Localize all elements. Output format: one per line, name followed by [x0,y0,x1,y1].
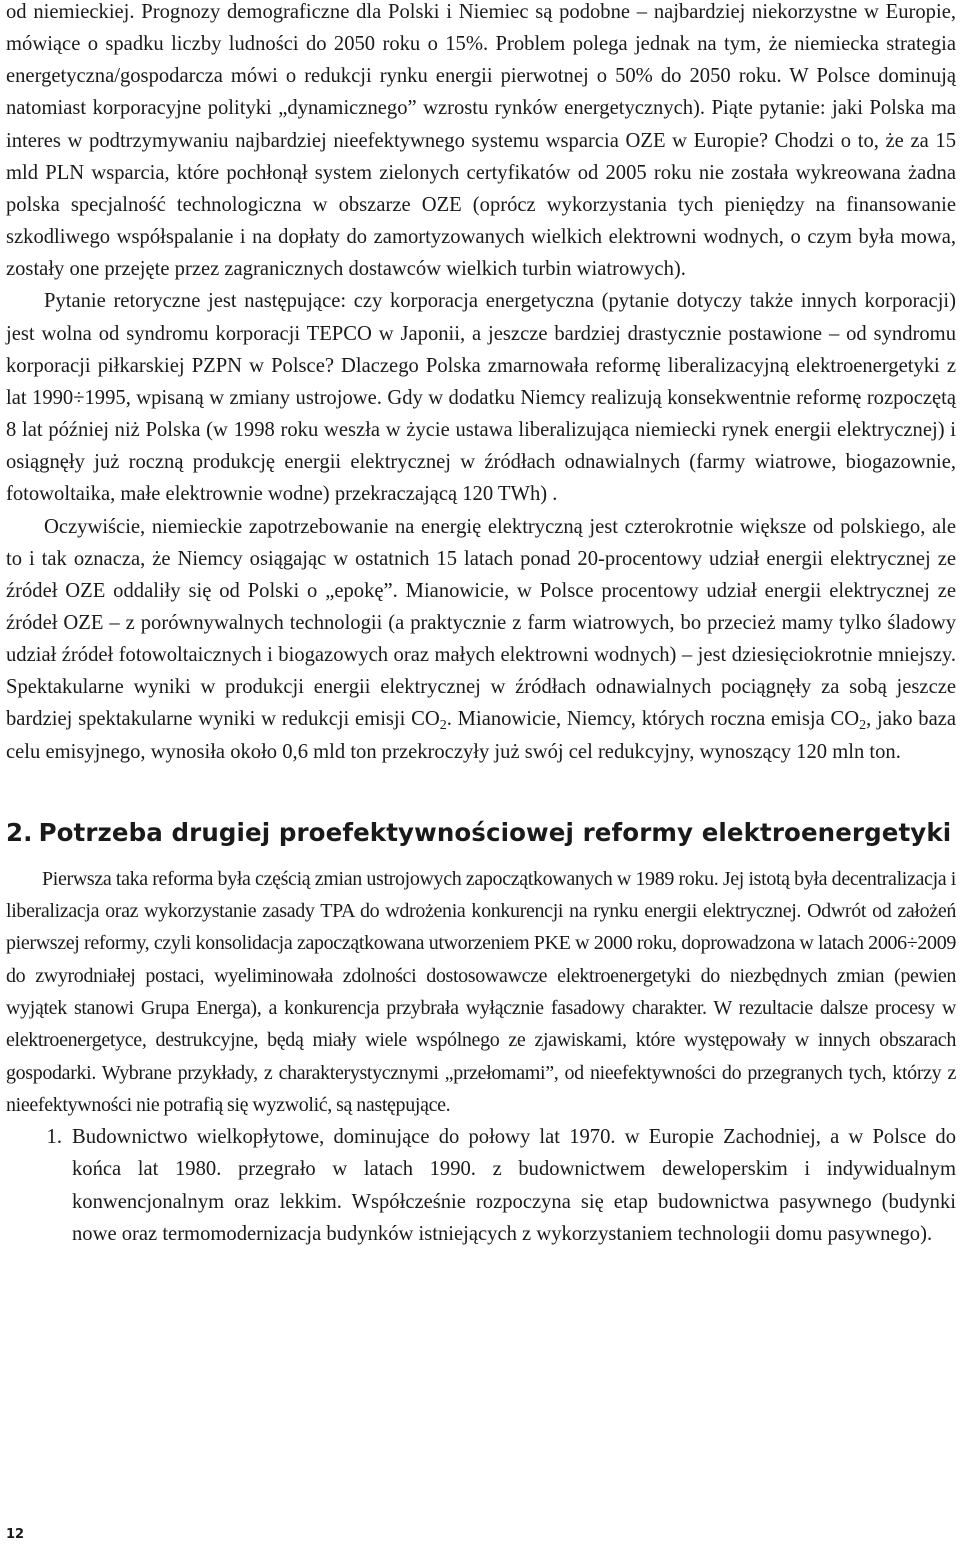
page-number: 12 [6,1527,25,1542]
section-heading [6,811,956,855]
list-item-text: Budownictwo wielkopłytowe, dominujące do połowy lat 1970. w Europie Zachodniej, a w Polsce do końca lat 1980. przegrało w latach 1990. z budownictwem deweloperskim i indywidualnym konwencjonalnym oraz lekkim. Współcześnie rozpoczyna się etap budownictwa pasywnego (budynki nowe oraz termomodernizacja budynków istniejących z wykorzystaniem technologii domu pasywnego). [72,1126,956,1246]
paragraph-rhetorical-question: Pytanie retoryczne jest następujące: czy korporacja energetyczna (pytanie dotyczy także innych korporacji) jest wolna od syndromu korporacji TEPCO w Japonii, a jeszcze bardziej drastycznie postawione – od syndromu korporacji piłkarskiej PZPN w Polsce? Dlaczego Polska zmarnowała reformę liberalizacyjną elektroenergetyki z lat 1990÷1995, wpisaną w zmiany ustrojowe. Gdy w dodatku Niemcy realizują konsekwentnie reformę rozpoczętą 8 lat później niż Polska (w 1998 roku weszła w życie ustawa liberalizująca niemiecki rynek energii elektrycznej) i osiągnęły już roczną produkcję energii elektrycznej w źródłach odnawialnych (farmy wiatrowe, biogazownie, fotowoltaika, małe elektrownie wodne) przekraczającą 120 TWh) . [6,290,956,506]
paragraph-energy-demand [6,511,956,768]
paragraph-text: , jako baza celu emisyjnego, wynosiła około 0,6 mld ton przekroczyły już swój cel redukcyjny, wynoszący 120 mln ton. [6,708,956,763]
subscript: 2 [859,718,867,734]
section-body [6,863,956,1251]
subscript: 2 [439,718,447,734]
paragraph-continuation: od niemieckiej. Prognozy demograficzne dla Polski i Niemiec są podobne – najbardziej niekorzystne w Europie, mówiące o spadku liczby ludności do 2050 roku o 15%. Problem polega jednak na tym, że niemiecka strategia energetyczna/gospodarcza mówi o redukcji rynku energii pierwotnej o 50% do 2050 roku. W Polsce dominują natomiast korporacyjne polityki „dynamicznego” wzrostu rynków energetycznych). Piąte pytanie: jaki Polska ma interes w podtrzymywaniu najbardziej nieefektywnego systemu wsparcia OZE w Europie? Chodzi o to, że za 15 mld PLN wsparcia, które pochłonął system zielonych certyfikatów od 2005 roku nie została wykreowana żadna polska specjalność technologiczna w obszarze OZE (oprócz wykorzystania tych pieniędzy na finansowanie szkodliwego współspalanie i na dopłaty do zamortyzowanych wielkich elektrowni wodnych, o czym była mowa, zostały one przejęte przez zagranicznych dostawców wielkich turbin wiatrowych). [6,1,956,281]
document-page [6,0,956,1250]
paragraph-text: Oczywiście, niemieckie zapotrzebowanie na energię elektryczną jest czterokrotnie większe od polskiego, ale to i tak oznacza, że Niemcy osiągając w ostatnich 15 latach ponad 20-procentowy udział energii elektrycznej ze źródeł OZE oddaliły się od Polski o „epokę”. Mianowicie, w Polsce procentowy udział energii elektrycznej ze źródeł OZE – z porównywalnych technologii (a praktycznie z farm wiatrowych, bo przecież mamy tylko śladowy udział źródeł fotowoltaicznych i biogazowych oraz małych elektrowni wodnych) – jest dziesięciokrotnie mniejszy. Spektakularne wyniki w produkcji energii elektrycznej w źródłach odnawialnych pociągnęły za sobą jeszcze bardziej spektakularne wyniki w redukcji emisji CO [6,515,956,731]
section-title: Potrzeba drugiej proefektywnościowej reformy elektroenergetyki [38,817,952,847]
list-marker: 1. [46,1126,62,1149]
paragraph-first-reform: Pierwsza taka reforma była częścią zmian ustrojowych zapoczątkowanych w 1989 roku. Jej istotą była decentralizacja i liberalizacja oraz wykorzystanie zasady TPA do wdrożenia konkurencji na rynku energii elektrycznej. Odwrót od założeń pierwszej reformy, czyli konsolidacja zapoczątkowana utworzeniem PKE w 2000 roku, doprowadzona w latach 2006÷2009 do zwyrodniałej postaci, wyeliminowała zdolności dostosowawcze elektroenergetyki do niezbędnych zmian (pewien wyjątek stanowi Grupa Energa), a konkurencja przybrała wyłącznie fasadowy charakter. W rezultacie dalsze procesy w elektroenergetyce, destrukcyjne, będą miały wiele wspólnego ze zjawiskami, które występowały w innych obszarach gospodarki. Wybrane przykłady, z charakterystycznymi „przełomami”, od nieefektywności do przegranych tych, którzy z nieefektywności nie potrafią się wyzwolić, są następujące. [6,867,956,1116]
paragraph-text: . Mianowicie, Niemcy, których roczna emisja CO [446,708,860,731]
list-item [6,1121,956,1250]
section-number: 2. [6,817,33,847]
